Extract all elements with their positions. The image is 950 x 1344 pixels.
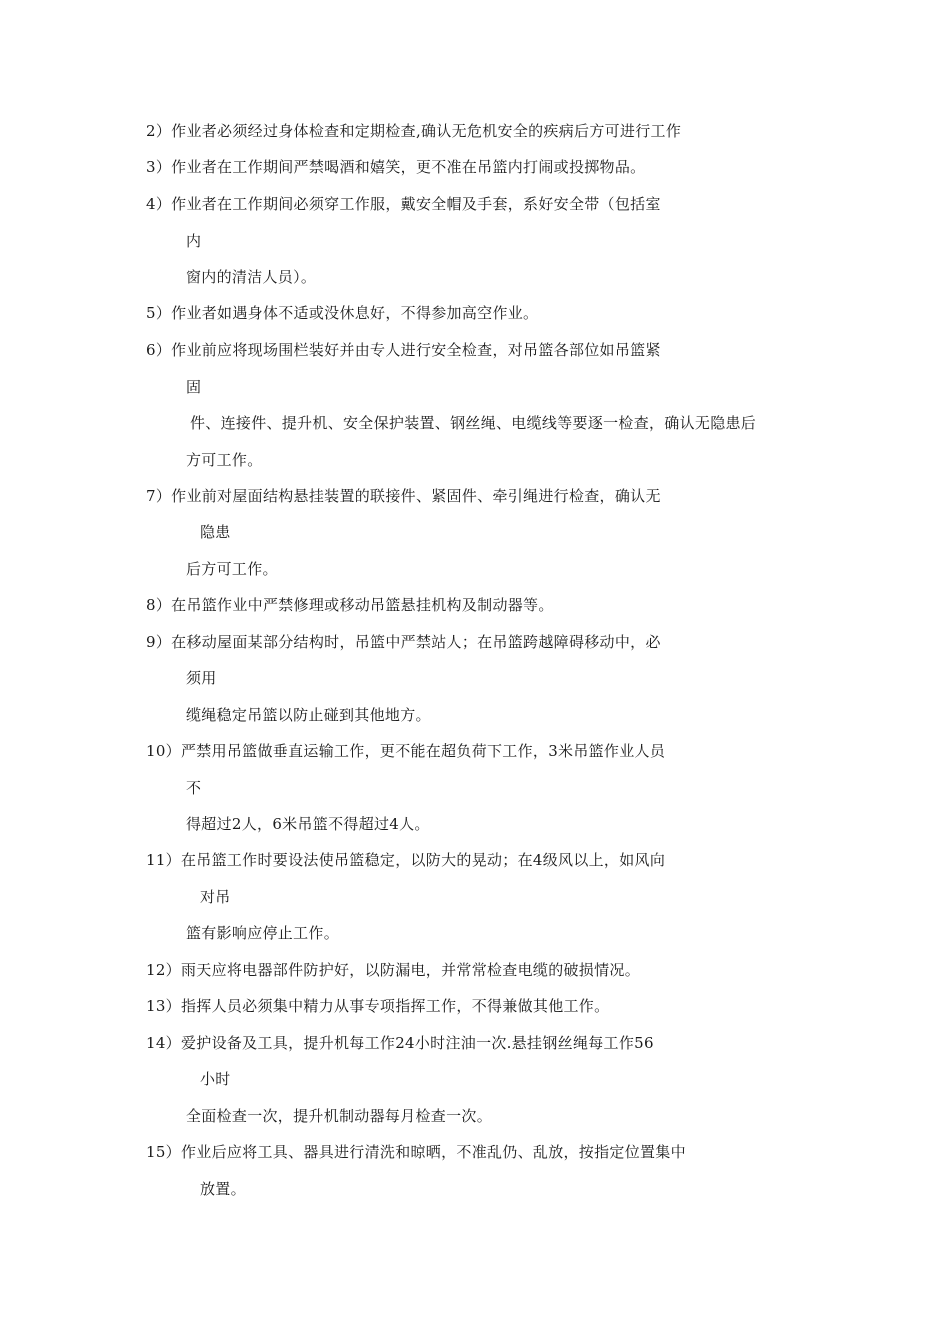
text-line: 2）作业者必须经过身体检查和定期检查,确认无危机安全的疾病后方可进行工作: [146, 122, 682, 140]
text-line: 15）作业后应将工具、器具进行清洗和晾晒，不准乱仍、乱放，按指定位置集中: [146, 1143, 686, 1161]
text-line: 件、连接件、提升机、安全保护装置、钢丝绳、电缆线等要逐一检查，确认无隐患后: [190, 414, 757, 432]
text-line: 方可工作。: [186, 451, 263, 469]
text-line: 放置。: [200, 1180, 246, 1198]
text-line: 后方可工作。: [186, 560, 278, 578]
text-line: 缆绳稳定吊篮以防止碰到其他地方。: [186, 706, 431, 724]
text-line: 不: [186, 779, 202, 797]
text-line: 7）作业前对屋面结构悬挂装置的联接件、紧固件、牵引绳进行检查，确认无: [146, 487, 661, 505]
text-line: 须用: [186, 669, 217, 687]
text-line: 8）在吊篮作业中严禁修理或移动吊篮悬挂机构及制动器等。: [146, 596, 554, 614]
text-line: 9）在移动屋面某部分结构时，吊篮中严禁站人；在吊篮跨越障碍移动中，必: [146, 633, 661, 651]
text-line: 窗内的清洁人员）。: [186, 268, 317, 286]
text-line: 小时: [200, 1070, 231, 1088]
text-line: 得超过2人，6米吊篮不得超过4人。: [186, 815, 430, 833]
text-line: 14）爱护设备及工具，提升机每工作24小时注油一次.悬挂钢丝绳每工作56: [146, 1034, 654, 1052]
text-line: 3）作业者在工作期间严禁喝酒和嬉笑，更不准在吊篮内打闹或投掷物品。: [146, 158, 646, 176]
text-line: 5）作业者如遇身体不适或没休息好，不得参加高空作业。: [146, 304, 539, 322]
text-line: 内: [186, 232, 202, 250]
text-line: 隐患: [200, 523, 231, 541]
text-line: 13）指挥人员必须集中精力从事专项指挥工作，不得兼做其他工作。: [146, 997, 610, 1015]
text-line: 固: [186, 378, 202, 396]
text-line: 12）雨天应将电器部件防护好，以防漏电，并常常检查电缆的破损情况。: [146, 961, 640, 979]
text-line: 篮有影响应停止工作。: [186, 924, 340, 942]
text-line: 6）作业前应将现场围栏装好并由专人进行安全检查，对吊篮各部位如吊篮紧: [146, 341, 661, 359]
text-line: 4）作业者在工作期间必须穿工作服，戴安全帽及手套，系好安全带（包括室: [146, 195, 661, 213]
text-line: 10）严禁用吊篮做垂直运输工作，更不能在超负荷下工作，3米吊篮作业人员: [146, 742, 666, 760]
text-line: 对吊: [200, 888, 231, 906]
text-line: 全面检查一次，提升机制动器每月检查一次。: [186, 1107, 493, 1125]
text-line: 11）在吊篮工作时要设法使吊篮稳定，以防大的晃动；在4级风以上，如风向: [146, 851, 666, 869]
